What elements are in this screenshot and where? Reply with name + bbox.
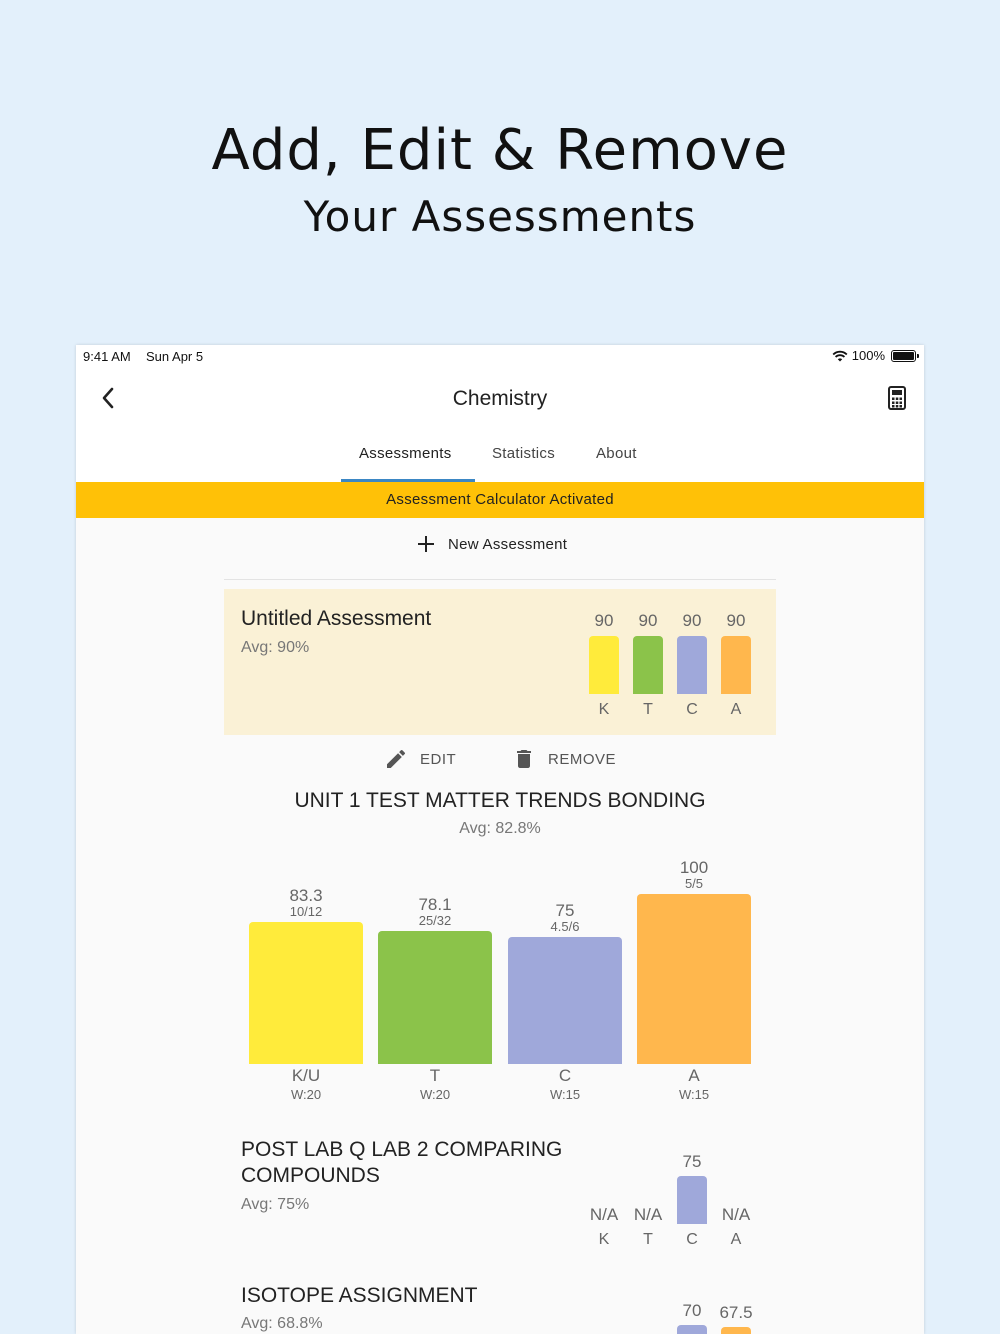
bar-label: A	[688, 1066, 700, 1085]
wifi-icon	[832, 350, 848, 362]
tab-assessments[interactable]: Assessments	[359, 445, 452, 462]
bar-value: 67.5	[719, 1303, 753, 1322]
bar-value: 90	[726, 611, 746, 630]
bar-value: N/A	[721, 1205, 751, 1224]
bar-value: 83.3	[289, 886, 323, 905]
selected-assessment-card[interactable]	[224, 589, 776, 735]
trash-icon	[512, 747, 536, 771]
bar-value: 75	[682, 1152, 702, 1171]
calculator-banner: Assessment Calculator Activated	[76, 482, 924, 518]
bar-fill	[589, 636, 619, 694]
bar-fill	[633, 636, 663, 694]
bar-label: K/U	[291, 1066, 321, 1085]
bar-fraction: 10/12	[289, 904, 323, 919]
bar-weight: W:15	[678, 1087, 710, 1102]
bar-ku	[249, 922, 363, 1064]
tab-bar	[76, 431, 924, 482]
card-actions	[76, 747, 924, 777]
bar-value: 75	[555, 901, 575, 920]
bar-label: A	[730, 701, 742, 718]
divider	[224, 579, 776, 580]
page-title: Chemistry	[452, 387, 548, 410]
pencil-icon	[384, 747, 408, 771]
battery-icon	[891, 350, 916, 362]
bar-fraction: 5/5	[684, 876, 704, 891]
bar-value: 90	[594, 611, 614, 630]
bar-value: 78.1	[418, 895, 452, 914]
bar-label: K	[598, 1231, 610, 1248]
expanded-assessment-title[interactable]: UNIT 1 TEST MATTER TRENDS BONDING	[294, 789, 706, 812]
bar-weight: W:15	[549, 1087, 581, 1102]
remove-button[interactable]	[512, 747, 616, 771]
bar-label: C	[686, 701, 698, 718]
assessment-title[interactable]: POST LAB Q LAB 2 COMPARING	[241, 1138, 563, 1161]
bar-value: 90	[682, 611, 702, 630]
bar-c	[508, 937, 622, 1064]
bar-value: 100	[679, 858, 709, 877]
assessment-avg: Avg: 75%	[241, 1196, 310, 1213]
bar-label: C	[558, 1066, 572, 1085]
bar-fill	[721, 636, 751, 694]
calculator-button[interactable]	[884, 385, 910, 413]
assessment-title-line2[interactable]: COMPOUNDS	[241, 1164, 380, 1187]
tab-statistics[interactable]: Statistics	[492, 445, 556, 462]
bar-label: A	[730, 1231, 742, 1248]
headline-subtitle: Your Assessments	[303, 192, 697, 241]
new-assessment-button[interactable]	[416, 532, 567, 556]
battery-percent: 100%	[851, 348, 885, 363]
bar-value: N/A	[589, 1205, 619, 1224]
status-bar	[76, 345, 924, 367]
expanded-assessment-avg: Avg: 82.8%	[459, 820, 541, 837]
bar-label: T	[643, 701, 653, 718]
bar-fill	[677, 636, 707, 694]
bar-fill	[677, 1325, 707, 1334]
new-assessment-label: New Assessment	[448, 535, 568, 553]
bar-fill	[721, 1327, 751, 1334]
bar-value: 90	[638, 611, 658, 630]
bar-fill	[677, 1176, 707, 1224]
device-screen	[76, 345, 924, 1334]
remove-label: REMOVE	[548, 750, 617, 768]
bar-weight: W:20	[419, 1087, 451, 1102]
bar-fraction: 25/32	[418, 913, 452, 928]
assessment-title: Untitled Assessment	[241, 607, 432, 630]
bar-a	[637, 894, 751, 1064]
bar-label: T	[643, 1231, 653, 1248]
status-time: 9:41 AM	[83, 349, 131, 364]
assessment-avg: Avg: 68.8%	[241, 1315, 323, 1332]
edit-button[interactable]	[384, 747, 456, 771]
headline-title: Add, Edit & Remove	[211, 118, 789, 183]
tab-about[interactable]: About	[596, 445, 637, 462]
bar-value: 70	[682, 1301, 702, 1320]
assessment-title[interactable]: ISOTOPE ASSIGNMENT	[241, 1284, 478, 1307]
bar-t	[378, 931, 492, 1064]
bar-label: C	[686, 1231, 698, 1248]
bar-fraction: 4.5/6	[550, 919, 580, 934]
status-right	[832, 348, 916, 363]
edit-label: EDIT	[420, 750, 457, 768]
assessment-avg: Avg: 90%	[241, 639, 310, 656]
calculator-icon	[884, 385, 910, 413]
status-date: Sun Apr 5	[146, 349, 204, 364]
plus-icon	[416, 534, 436, 554]
bar-label: K	[598, 701, 610, 718]
app-bar	[76, 367, 924, 482]
bar-weight: W:20	[290, 1087, 322, 1102]
bar-value: N/A	[633, 1205, 663, 1224]
bar-label: T	[429, 1066, 441, 1085]
